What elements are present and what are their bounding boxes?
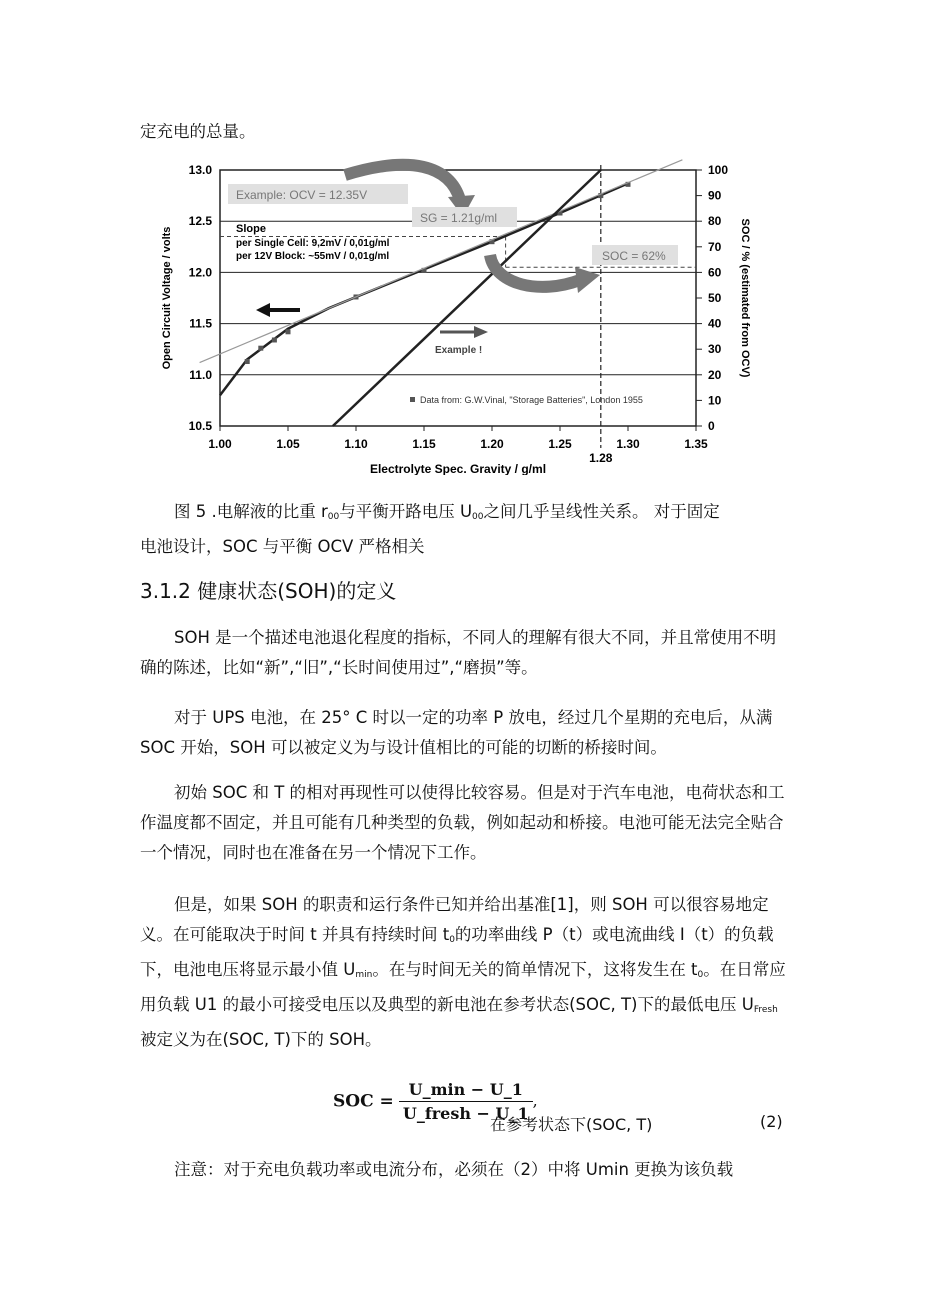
soc-label: SOC = 62%	[602, 249, 666, 263]
x-tick-label: 1.30	[616, 437, 640, 451]
p4-part: 但是，如果 SOH 的职责和运行条件已知并给出基准[1]，则 SOH 可以很容易地定义。在可能取决于时间 t 并具有持续时间 t	[140, 895, 769, 944]
x-extra-tick-label: 1.28	[589, 451, 613, 465]
section-heading: 3.1.2 健康状态(SOH)的定义	[140, 579, 397, 603]
text-line: 定充电的总量。	[140, 122, 256, 141]
caption-part: 之间几乎呈线性关系。 对于固定	[483, 502, 720, 521]
x-tick-label: 1.15	[412, 437, 436, 451]
y-right-axis-label: SOC / % (estimated from OCV)	[739, 218, 751, 378]
y-left-axis-label: Open Circuit Voltage / volts	[161, 226, 173, 370]
caption-part: 图 5 .电解液的比重 r	[174, 502, 328, 521]
example-arrow-label: Example !	[435, 345, 483, 356]
y-right-tick-label: 80	[708, 214, 722, 229]
y-right-tick-label: 40	[708, 316, 722, 331]
figure-caption	[140, 497, 790, 532]
right-arrow-head	[474, 326, 488, 338]
slope-title: Slope	[236, 223, 266, 235]
legend-marker	[410, 397, 415, 402]
curved-arrow-bottom	[490, 255, 580, 287]
y-left-tick-label: 11.0	[189, 367, 212, 382]
slope-cell: per Single Cell: 9,2mV / 0,01g/ml	[236, 238, 390, 249]
data-point	[245, 359, 250, 364]
equation-lhs: SOC =	[333, 1091, 394, 1112]
x-tick-label: 1.25	[548, 437, 572, 451]
p4-sub: 0	[449, 935, 455, 945]
y-left-tick-label: 10.5	[188, 419, 212, 433]
p4-sub: min	[355, 970, 373, 980]
equation-denominator: U_fresh − U_1	[402, 1104, 529, 1123]
ocv-sg-chart	[150, 155, 760, 475]
y-left-tick-label: 11.5	[189, 316, 212, 331]
p4-part: 。在日常应用负载 U1 的最小可接受电压以及典型的新电池在参考状态(SOC, T)下的最低电压 U	[140, 960, 786, 1014]
y-left-tick-label: 13.0	[188, 163, 212, 177]
data-point	[286, 329, 291, 334]
x-tick-label: 1.00	[208, 437, 232, 451]
data-source: Data from: G.W.Vinal, "Storage Batteries", London 1955	[420, 395, 643, 405]
y-right-tick-label: 50	[708, 291, 722, 305]
left-arrow-head	[256, 303, 270, 317]
y-left-tick-label: 12.0	[188, 265, 212, 280]
y-right-tick-label: 90	[708, 188, 722, 203]
y-right-tick-label: 20	[708, 367, 722, 382]
equation-numerator: U_min − U_1	[399, 1080, 533, 1102]
x-tick-label: 1.10	[344, 437, 368, 451]
equation-number: (2)	[760, 1112, 783, 1131]
data-point	[258, 346, 263, 351]
y-right-tick-label: 70	[708, 239, 722, 254]
paragraph-3: 初始 SOC 和 T 的相对再现性可以使得比较容易。但是对于汽车电池，电荷状态和工作温度都不固定，并且可能有几种类型的负载，例如起动和桥接。电池可能无法完全贴合一个情况，同时也在准备在另一个情况下工作。	[140, 783, 785, 862]
y-left-tick-label: 12.5	[188, 214, 212, 229]
y-right-tick-label: 10	[708, 393, 722, 408]
caption-sub: 00	[472, 512, 484, 522]
example-ocv-label: Example: OCV = 12.35V	[236, 188, 368, 202]
y-right-tick-label: 100	[708, 163, 729, 177]
y-right-tick-label: 0	[708, 419, 715, 433]
equation-comma: ,	[532, 1091, 538, 1110]
y-right-tick-label: 30	[708, 342, 722, 357]
caption-part: 与平衡开路电压 U	[339, 502, 473, 521]
paragraph-1: SOH 是一个描述电池退化程度的指标，不同人的理解有很大不同，并且常使用不明确的陈述，比如“新”,“旧”,“长时间使用过”,“磨损”等。	[140, 628, 777, 677]
p4-part: 被定义为在(SOC, T)下的 SOH。	[140, 1030, 382, 1049]
p4-part: 的功率曲线 P（t）或电流曲线 I（t）的负载下，电池电压将显示最小值 U	[140, 925, 774, 979]
p4-part: 。在与时间无关的简单情况下，这将发生在 t	[372, 960, 698, 979]
curved-arrow-bottom-head	[575, 267, 600, 293]
figure-caption-line2: 电池设计，SOC 与平衡 OCV 严格相关	[140, 537, 425, 556]
sg-label: SG = 1.21g/ml	[420, 211, 498, 225]
paragraph-5: 注意：对于充电负载功率或电流分布，必须在（2）中将 Umin 更换为该负载	[174, 1160, 734, 1179]
equation-condition: 在参考状态下(SOC, T)	[490, 1115, 653, 1134]
x-tick-label: 1.35	[684, 437, 708, 451]
p4-sub: Fresh	[753, 1005, 778, 1015]
y-right-tick-label: 60	[708, 265, 722, 280]
x-tick-label: 1.20	[480, 437, 504, 451]
slope-block: per 12V Block: ~55mV / 0,01g/ml	[236, 251, 390, 262]
paragraph-2: 对于 UPS 电池，在 25° C 时以一定的功率 P 放电，经过几个星期的充电后，从满 SOC 开始，SOH 可以被定义为与设计值相比的可能的切断的桥接时间。	[140, 708, 773, 757]
x-axis-label: Electrolyte Spec. Gravity / g/ml	[369, 462, 547, 475]
data-point	[272, 337, 277, 342]
paragraph-4	[140, 890, 790, 1055]
caption-sub: 00	[327, 512, 340, 522]
p4-sub: 0	[697, 970, 704, 980]
x-tick-label: 1.05	[276, 437, 300, 451]
